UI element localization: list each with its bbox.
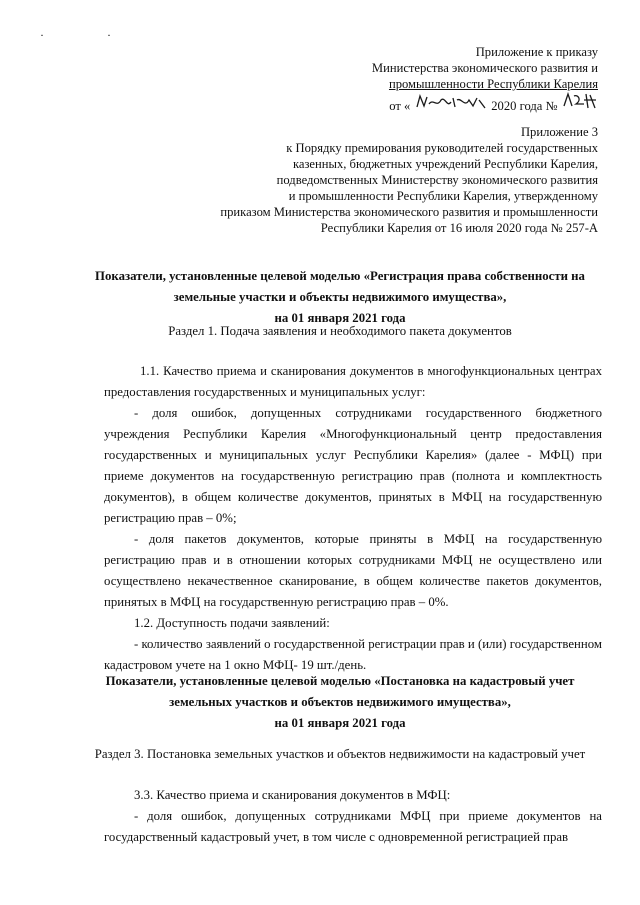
section3-title-line: на 01 января 2021 года <box>274 716 406 730</box>
annex-line: Министерства экономического развития и <box>371 61 598 75</box>
handwritten-number <box>558 98 598 114</box>
section3-title-line: Показатели, установленные целевой моделью «Постановка на кадастровый учет <box>105 674 575 688</box>
paragraph: 1.2. Доступность подачи заявлений: <box>134 616 330 630</box>
section1-subtitle: Раздел 1. Подача заявления и необходимого пакета документов <box>168 324 512 338</box>
paragraph: 1.1. Качество приема и сканирования документов в многофункциональных центрах предоставления государственных и муниципальных услуг: <box>104 364 602 399</box>
date-prefix: от « <box>389 99 411 113</box>
section1-title-line: на 01 января 2021 года <box>274 311 406 325</box>
section3-subtitle: Раздел 3. Постановка земельных участков и объектов недвижимости на кадастровый учет <box>94 747 586 761</box>
section1-title-line: Показатели, установленные целевой моделью «Регистрация права собственности на <box>95 269 585 283</box>
section3-title <box>60 671 620 734</box>
paragraph: - количество заявлений о государственной регистрации прав и (или) государственном кадастровом учете на 1 окно МФЦ- 19 шт./день. <box>104 637 602 672</box>
annex3-line: и промышленности Республики Карелия, утвержденному <box>288 189 598 203</box>
annex3-line: подведомственных Министерству экономического развития <box>276 173 598 187</box>
paragraph: - доля ошибок, допущенных сотрудниками МФЦ при приеме документов на государственный кадастровый учет, в том числе с одновременной регистрацией прав <box>104 809 602 844</box>
annex-line: Приложение к приказу <box>475 45 598 59</box>
annex3-line: Республики Карелия от 16 июля 2020 года № 257-А <box>320 221 598 235</box>
handwritten-day-scribble <box>415 94 487 110</box>
order-annex-header <box>372 44 598 114</box>
section3-title-line: земельных участков и объектов недвижимого имущества», <box>169 695 511 709</box>
section3-body <box>104 785 602 848</box>
section1-body <box>104 361 602 676</box>
handwritten-number-scribble <box>562 92 598 110</box>
section1-title-line: земельные участки и объекты недвижимого имущества», <box>173 290 507 304</box>
annex3-line: к Порядку премирования руководителей государственных <box>286 141 598 155</box>
paragraph: - доля ошибок, допущенных сотрудниками государственного бюджетного учреждения Республики Карелия «Многофункциональный центр предоставления государственных и муниципальных услуг Республики Карелия» (далее - МФЦ) при приеме документов на государственную регистрацию прав (полнота и комплектность документов), в общем количестве документов, принятых в МФЦ на государственную регистрацию прав – 0%; <box>104 406 602 525</box>
annex-line: промышленности Республики Карелия <box>388 77 598 91</box>
annex3-line: приказом Министерства экономического развития и промышленности <box>220 205 598 219</box>
annex3-line: казенных, бюджетных учреждений Республики Карелия, <box>292 157 598 171</box>
paragraph: 3.3. Качество приема и сканирования документов в МФЦ: <box>134 788 451 802</box>
annex3-line: Приложение 3 <box>520 125 598 139</box>
paragraph: - доля пакетов документов, которые приняты в МФЦ на государственную регистрацию прав и в отношении которых сотрудниками МФЦ не осуществлено или осуществлено некачественное сканирование, в общем количестве пакетов документов, принятых в МФЦ на государственную регистрацию прав – 0%. <box>104 532 602 609</box>
annex3-header <box>220 124 598 236</box>
handwritten-day <box>410 98 491 114</box>
page-marks: · · <box>40 28 141 42</box>
date-middle: 2020 года № <box>491 99 558 113</box>
annex-date-line <box>372 92 598 114</box>
section1-title <box>60 266 620 329</box>
